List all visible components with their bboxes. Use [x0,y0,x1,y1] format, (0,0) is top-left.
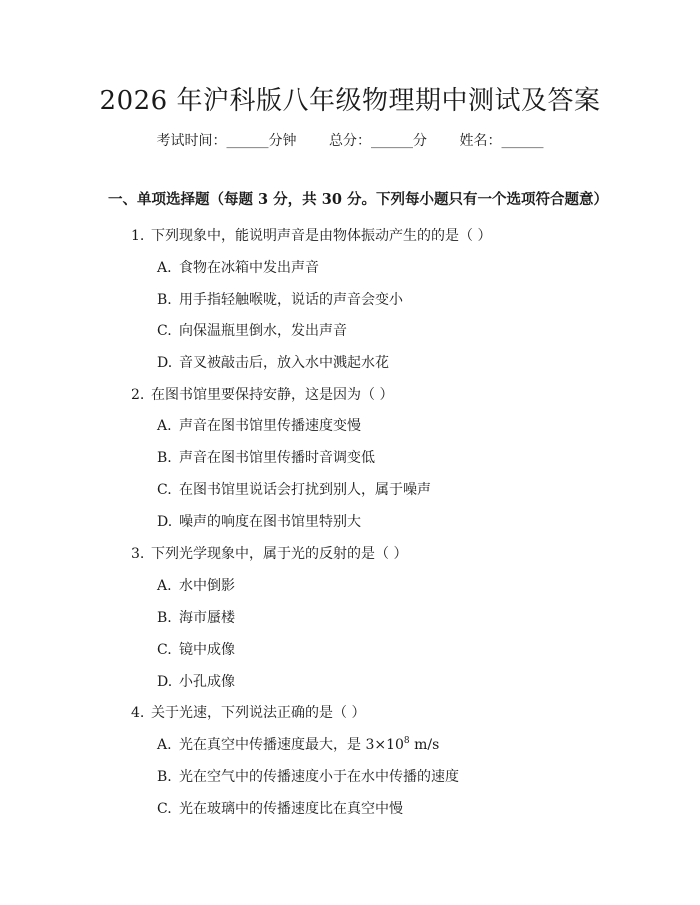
question-number: 3. [131,546,145,562]
option-text: 光在空气中的传播速度小于在水中传播的速度 [179,769,459,785]
question-3 [131,543,407,563]
option-letter: A. [157,260,172,276]
option-text: 镜中成像 [179,642,235,658]
question-number: 2. [131,387,145,403]
option-text: 小孔成像 [179,674,235,690]
option-2c [157,479,431,499]
option-text: 声音在图书馆里传播时音调变低 [179,450,375,466]
question-text: 关于光速，下列说法正确的是（ ） [151,705,366,721]
option-3c [157,639,235,659]
document-title: 2026 年沪科版八年级物理期中测试及答案 [99,86,601,116]
question-text: 下列光学现象中，属于光的反射的是（ ） [151,546,408,562]
option-letter: D. [157,355,173,371]
question-number: 4. [131,705,145,721]
option-letter: A. [157,737,172,753]
option-4c [157,798,403,818]
question-2 [131,384,393,404]
option-letter: B. [157,292,172,308]
option-2a [157,415,361,435]
option-3b [157,607,235,627]
option-text: 在图书馆里说话会打扰到别人，属于噪声 [179,482,431,498]
option-letter: B. [157,769,172,785]
option-2b [157,447,375,467]
option-letter: D. [157,514,173,530]
option-1a [157,257,319,277]
option-text: 用手指轻触喉咙，说话的声音会变小 [179,292,403,308]
question-text: 在图书馆里要保持安静，这是因为（ ） [151,387,394,403]
option-4a [157,734,439,754]
option-text-pre: 光在真空中传播速度最大，是 3×10 [179,737,404,753]
question-number: 1. [131,228,145,244]
option-1b [157,289,403,309]
option-letter: A. [157,578,172,594]
option-3a [157,575,235,595]
question-4 [131,702,365,722]
option-2d [157,511,361,531]
exponent: 8 [403,736,410,746]
option-1c [157,320,347,340]
question-1 [131,225,491,245]
option-letter: B. [157,610,172,626]
option-text: 水中倒影 [179,578,235,594]
question-text: 下列现象中，能说明声音是由物体振动产生的的是（ ） [151,228,492,244]
option-text-post: m/s [409,737,440,753]
option-letter: C. [157,482,172,498]
option-text: 音叉被敲击后，放入水中溅起水花 [179,355,389,371]
option-text: 噪声的响度在图书馆里特别大 [179,514,361,530]
name-label: 姓名：______ [459,133,544,149]
option-letter: C. [157,642,172,658]
option-3d [157,671,235,691]
exam-time-label: 考试时间：______分钟 [156,133,297,149]
option-letter: A. [157,418,172,434]
option-text: 声音在图书馆里传播速度变慢 [179,418,361,434]
option-letter: D. [157,674,173,690]
option-text: 海市蜃楼 [179,610,235,626]
option-text: 向保温瓶里倒水，发出声音 [179,323,347,339]
option-letter: B. [157,450,172,466]
total-score-label: 总分：______分 [329,133,427,149]
option-text: 光在玻璃中的传播速度比在真空中慢 [179,801,403,817]
option-letter: C. [157,323,172,339]
exam-meta [0,130,700,150]
section-heading: 一、单项选择题（每题 3 分，共 30 分。下列每小题只有一个选项符合题意） [108,191,608,208]
option-4b [157,766,459,786]
option-text: 食物在冰箱中发出声音 [179,260,319,276]
option-1d [157,352,389,372]
option-letter: C. [157,801,172,817]
